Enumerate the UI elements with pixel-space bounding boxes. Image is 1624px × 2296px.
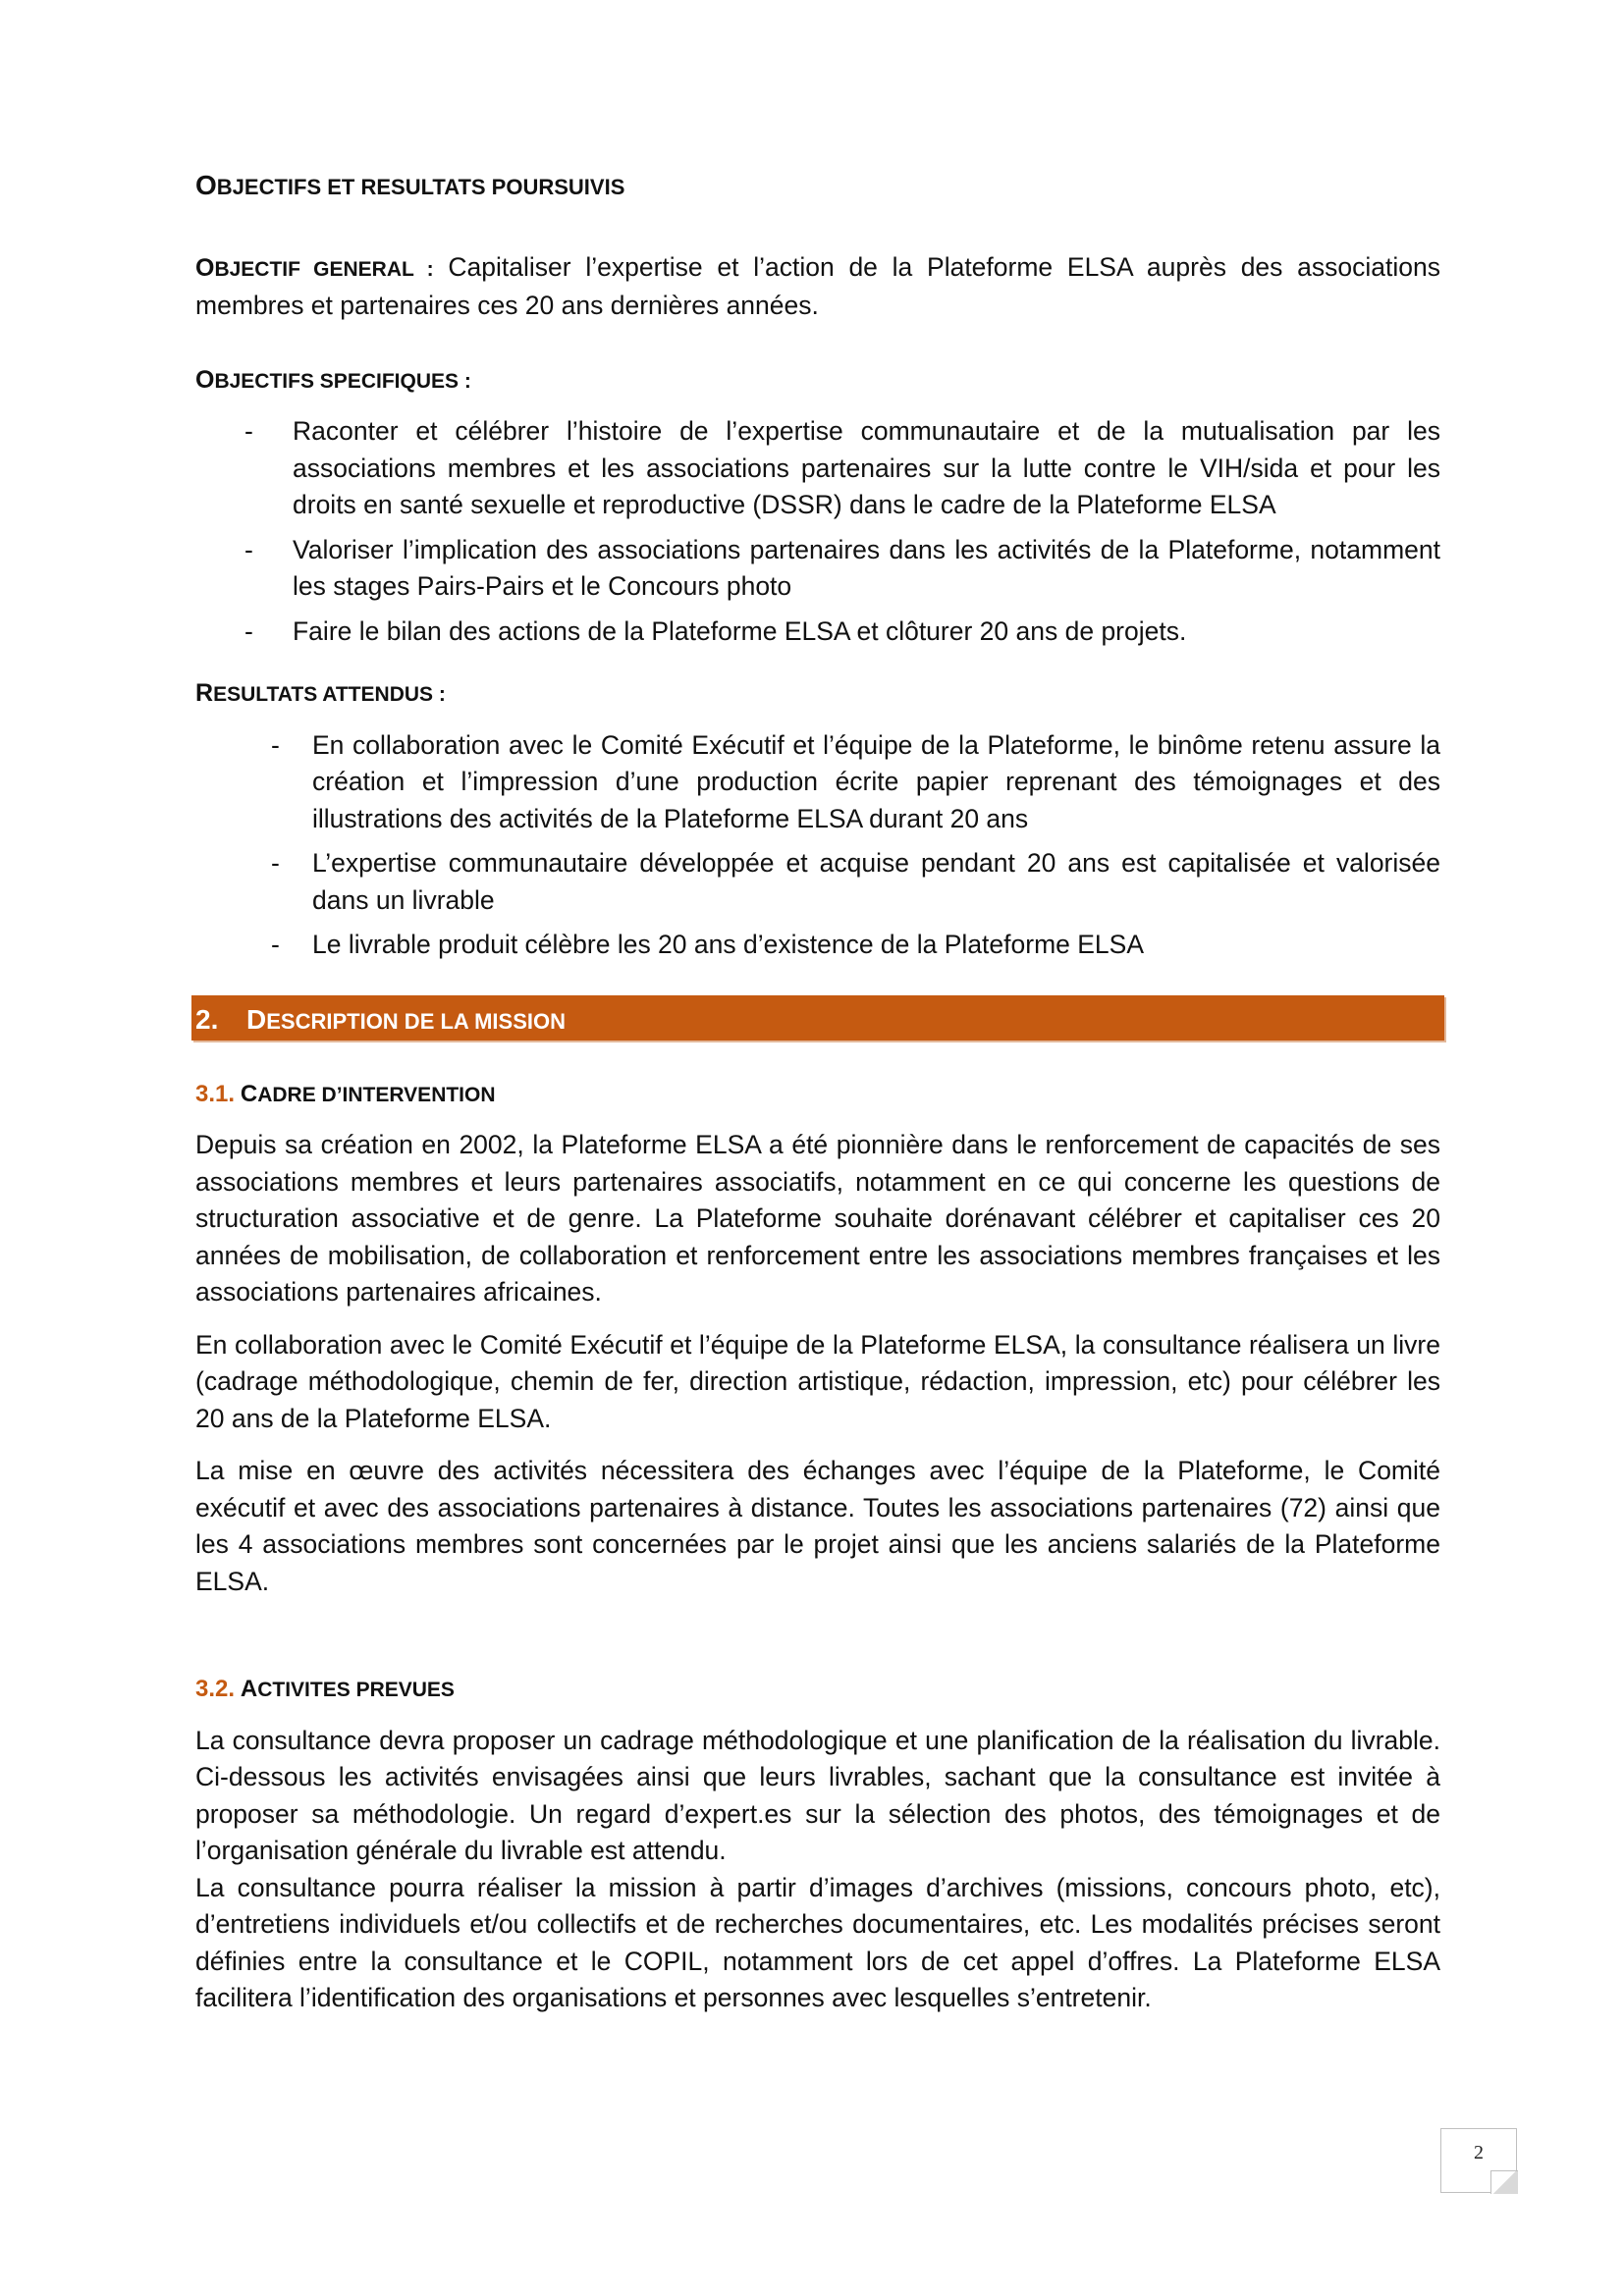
- resultats-attendus-list: [195, 727, 1440, 964]
- resultats-attendus-label: RESULTATS ATTENDUS :: [195, 679, 446, 707]
- objectif-general-paragraph: [195, 249, 1440, 325]
- objectifs-specifiques-label: OBJECTIFS SPECIFIQUES :: [195, 365, 471, 394]
- list-item: - Valoriser l’implication des associations partenaires dans les activités de la Plateforme, notamment les stages Pairs-Pairs et le Concours photo: [244, 534, 1440, 601]
- subheading-activites: 3.2. ACTIVITES PREVUES: [195, 1676, 455, 1702]
- objectifs-specifiques-list: [195, 413, 1440, 650]
- list-item: - Le livrable produit célèbre les 20 ans d’existence de la Plateforme ELSA: [271, 930, 1145, 959]
- objectif-general-label: OBJECTIF GENERAL :: [195, 253, 434, 282]
- page-number: 2: [1474, 2142, 1484, 2163]
- page-number-box: [1440, 2128, 1517, 2193]
- activites-paragraph-1: La consultance devra proposer un cadrage méthodologique et une planification de la réalisation du livrable. Ci-dessous les activités envisagées ainsi que leurs livrables, sachant que la consultance est invitée à proposer sa méthodologie. Un regard d’expert.es sur la sélection des photos, des témoignages et de l’organisation générale du livrable est attendu.: [195, 1725, 1440, 1865]
- document-page: [195, 167, 1440, 2017]
- objectives-heading: OBJECTIFS ET RESULTATS POURSUIVIS: [195, 170, 625, 200]
- cadre-paragraph-3: La mise en œuvre des activités nécessitera des échanges avec l’équipe de la Plateforme, le Comité exécutif et avec des associations partenaires à distance. Toutes les associations partenaires (72) ainsi que les 4 associations membres sont concernées par le projet ainsi que les anciens salariés de la Plateforme ELSA.: [195, 1456, 1440, 1596]
- list-item: - En collaboration avec le Comité Exécutif et l’équipe de la Plateforme, le binôme retenu assure la création et l’impression d’une production écrite papier reprenant des témoignages et des illustrations des activités de la Plateforme ELSA durant 20 ans: [271, 729, 1440, 833]
- subheading-cadre: 3.1. CADRE D’INTERVENTION: [195, 1080, 496, 1107]
- cadre-paragraph-1: Depuis sa création en 2002, la Plateforme ELSA a été pionnière dans le renforcement de capacités de ses associations membres et leurs partenaires associatifs, notamment en ce qui concerne les questions de structuration associative et de genre. La Plateforme souhaite dorénavant célébrer et capitaliser ces 20 années de mobilisation, de collaboration et renforcement entre les associations membres françaises et les associations partenaires africaines.: [195, 1130, 1440, 1307]
- list-item: - Faire le bilan des actions de la Plateforme ELSA et clôturer 20 ans de projets.: [244, 615, 1187, 646]
- section-heading-description: 2. DESCRIPTION DE LA MISSION: [191, 995, 1444, 1041]
- objectif-general-text: Capitaliser l’expertise et l’action de la Plateforme ELSA auprès des associations membres et partenaires ces 20 ans dernières années.: [195, 251, 1440, 320]
- list-item: - Raconter et célébrer l’histoire de l’expertise communautaire et de la mutualisation par les associations membres et les associations partenaires sur la lutte contre le VIH/sida et pour les droits en santé sexuelle et reproductive (DSSR) dans le cadre de la Plateforme ELSA: [244, 416, 1440, 519]
- page-corner-fold: [1490, 2170, 1518, 2194]
- list-item: - L’expertise communautaire développée et acquise pendant 20 ans est capitalisée et valorisée dans un livrable: [271, 848, 1440, 915]
- activites-paragraph-2: La consultance pourra réaliser la mission à partir d’images d’archives (missions, concours photo, etc), d’entretiens individuels et/ou collectifs et de recherches documentaires, etc. Les modalités précises seront définies entre la consultance et le COPIL, notamment lors de cet appel d’offres. La Plateforme ELSA facilitera l’identification des organisations et personnes avec lesquelles s’entretenir.: [195, 1872, 1440, 2012]
- cadre-paragraph-2: En collaboration avec le Comité Exécutif et l’équipe de la Plateforme ELSA, la consultance réalisera un livre (cadrage méthodologique, chemin de fer, direction artistique, rédaction, impression, etc) pour célébrer les 20 ans de la Plateforme ELSA.: [195, 1329, 1440, 1433]
